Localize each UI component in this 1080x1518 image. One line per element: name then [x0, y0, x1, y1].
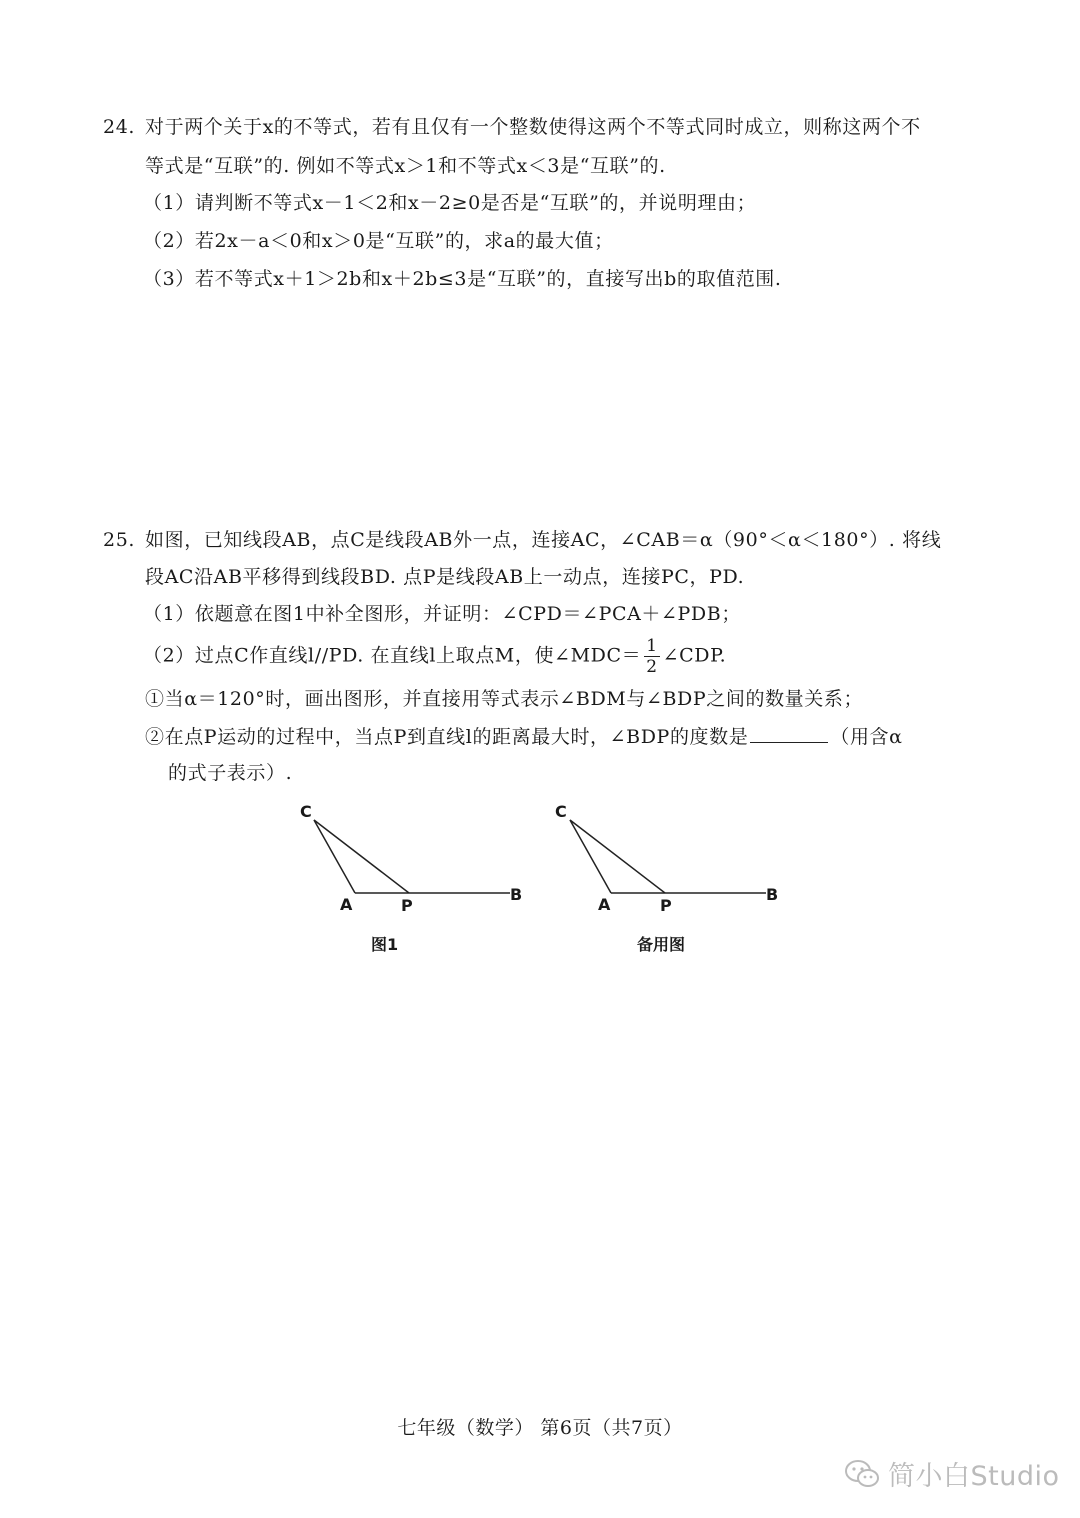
- q25-stem-line2: 段AC沿AB平移得到线段BD. 点P是线段AB上一动点，连接PC，PD.: [145, 566, 745, 588]
- half-fraction: [644, 636, 659, 677]
- segment-ca: [314, 820, 355, 893]
- wechat-icon: [844, 1459, 880, 1489]
- fig1-point-p: P: [401, 896, 413, 915]
- fig1-point-b: B: [510, 885, 523, 904]
- fig2-point-b: B: [766, 885, 779, 904]
- q24-part1: （1）请判断不等式x－1＜2和x－2≥0是否是“互联”的，并说明理由；: [143, 192, 757, 214]
- segment-cp: [570, 820, 665, 893]
- q25-sub2-line2: 的式子表示）.: [168, 762, 293, 784]
- fig1-caption: 图1: [371, 935, 399, 954]
- segment-ca: [570, 820, 611, 893]
- q24-stem-text1: 对于两个关于x的不等式，若有且仅有一个整数使得这两个不等式同时成立，则称这两个不: [145, 116, 921, 138]
- fig2-point-c: C: [555, 802, 567, 821]
- fig2-point-a: A: [598, 895, 611, 914]
- q25-sub2: [145, 722, 903, 750]
- fig1-point-a: A: [340, 895, 353, 914]
- answer-blank: [750, 722, 828, 743]
- fig1-point-c: C: [300, 802, 312, 821]
- q25-sub2-tail: （用含α: [830, 726, 903, 748]
- q25-part1: （1）依题意在图1中补全图形，并证明：∠CPD＝∠PCA＋∠PDB；: [143, 603, 741, 625]
- q25-part2-angle: ∠CDP.: [662, 644, 727, 667]
- q25-part2-text: （2）过点C作直线l//PD. 在直线l上取点M，使∠MDC＝: [143, 644, 642, 667]
- watermark: [844, 1454, 1060, 1493]
- q25-number: 25.: [103, 529, 136, 551]
- fig2-point-p: P: [660, 896, 672, 915]
- q25-stem-text1: 如图，已知线段AB，点C是线段AB外一点，连接AC，∠CAB＝α（90°＜α＜180°）. 将线: [145, 529, 942, 551]
- q24-part3: （3）若不等式x＋1＞2b和x＋2b≤3是“互联”的，直接写出b的取值范围.: [143, 268, 782, 290]
- segment-cp: [314, 820, 409, 893]
- q25-stem-line1: [103, 527, 941, 553]
- q24-stem-line2: 等式是“互联”的. 例如不等式x＞1和不等式x＜3是“互联”的.: [145, 155, 666, 177]
- page-footer: 七年级（数学） 第6页（共7页）: [397, 1417, 683, 1439]
- fraction-denominator: 2: [646, 657, 658, 677]
- q24-part2: （2）若2x－a＜0和x＞0是“互联”的，求a的最大值；: [143, 230, 614, 252]
- q24-stem-line1: [103, 114, 921, 140]
- fraction-numerator: 1: [646, 636, 658, 656]
- q25-part2: [143, 636, 726, 677]
- q25-sub1: ①当α＝120°时，画出图形，并直接用等式表示∠BDM与∠BDP之间的数量关系；: [145, 688, 864, 710]
- watermark-text: 简小白Studio: [888, 1461, 1060, 1492]
- fig2-caption: 备用图: [637, 935, 686, 954]
- q25-sub2-text: ②在点P运动的过程中，当点P到直线l的距离最大时，∠BDP的度数是: [145, 726, 749, 748]
- q24-number: 24.: [103, 116, 136, 138]
